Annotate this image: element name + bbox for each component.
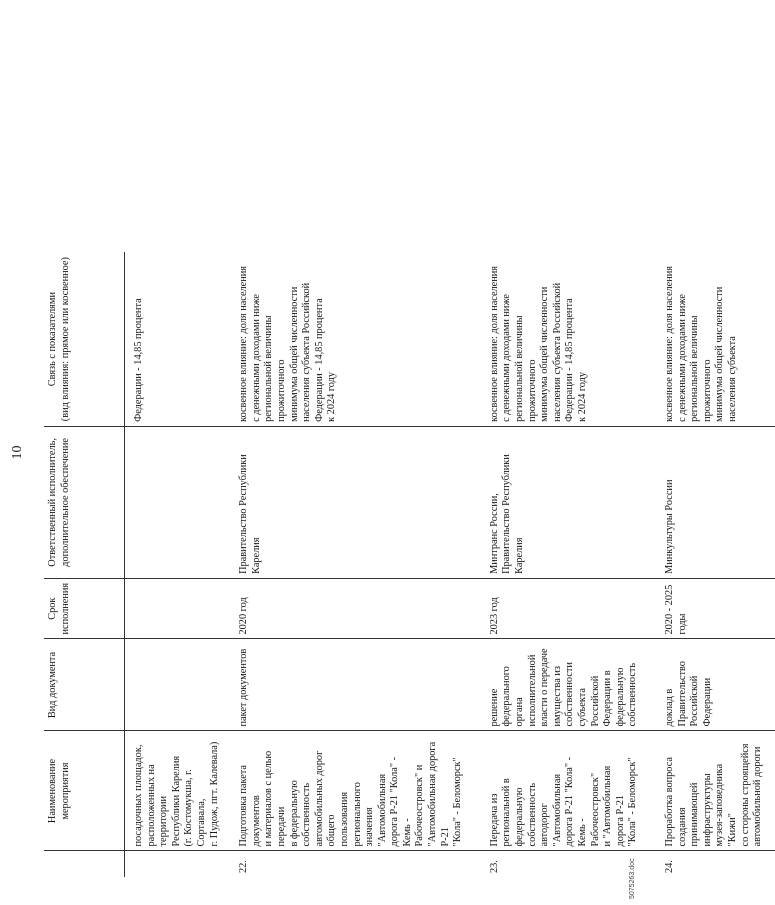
executor-cell: [125, 426, 225, 578]
header-indicator-relation: Связь с показателями (вид влияния: прямое или косвенное): [44, 252, 125, 426]
executor-cell: Правительство Республики Карелия: [224, 426, 475, 578]
measures-table: [44, 252, 775, 877]
row-number: 24.: [663, 860, 675, 873]
measure-name-cell: Подготовка пакета документов и материалов с целью передачи в федеральную собственность автомобильных дорог общего пользования регионального значения "Автомобильная дорога Р-21 "Кола" - Кемь - Рабочеостровск" и "Автомобильная дорога Р-21 "Кола" - Беломорск": [224, 731, 475, 851]
row-number: 22.: [238, 860, 250, 873]
measure-name-cell: посадочных площадок, расположенных на территории Республики Карелия (г. Костомукша, г. Сортавала, г. Пудож, пгт. Калевала): [125, 731, 225, 851]
deadline-cell: 2023 год: [475, 578, 650, 639]
row-number: 23.: [488, 860, 500, 873]
header-number: [44, 851, 125, 877]
table-header-row: [44, 252, 125, 877]
indicator-relation-cell: косвенное влияние: доля населения с денежными доходами ниже региональной величины прожиточного минимума общей численности населения субъекта Российской Федерации - 14,85 процента к 2024 году: [475, 252, 650, 426]
table-row: [475, 252, 650, 877]
measure-name-cell: Проработка вопроса создания принимающей инфраструктуры музея-заповедника "Кижи" со стороны строящейся автомобильной дороги: [650, 731, 775, 851]
indicator-relation-cell: Федерации - 14,85 процента: [125, 252, 225, 426]
executor-cell: Минкультуры России: [650, 426, 775, 578]
indicator-relation-cell: косвенное влияние: доля населения с денежными доходами ниже региональной величины прожиточного минимума общей численности населения субъекта Российской Федерации - 14,85 процента к 2024 году: [224, 252, 475, 426]
deadline-cell: [125, 578, 225, 639]
table-row: [125, 252, 225, 877]
row-number: [125, 851, 225, 877]
document-type-cell: [125, 639, 225, 731]
header-executor: Ответственный исполнитель, дополнительное обеспечение: [44, 426, 125, 578]
table-row: [224, 252, 475, 877]
table-row: [650, 252, 775, 877]
executor-cell: Минтранс России, Правительство Республики Карелия: [475, 426, 650, 578]
indicator-relation-cell: косвенное влияние: доля населения с денежными доходами ниже региональной величины прожиточного минимума общей численности населения субъекта: [650, 252, 775, 426]
deadline-cell: 2020 - 2025 годы: [650, 578, 775, 639]
measure-name-cell: Передача из региональной в федеральную собственность автодорог "Автомобильная дорога Р-21 "Кола" - Кемь - Рабочеостровск" и "Автомобильная дорога Р-21 "Кола" - Беломорск": [475, 731, 650, 851]
document-type-cell: доклад в Правительство Российской Федерации: [650, 639, 775, 731]
document-type-cell: решение федерального органа исполнительной власти о передаче имущества из собственности субъекта Российской Федерации в федеральную собственность: [475, 639, 650, 731]
document-type-cell: пакет документов: [224, 639, 475, 731]
header-measure-name: Наименование мероприятия: [44, 731, 125, 851]
header-document-type: Вид документа: [44, 639, 125, 731]
deadline-cell: 2020 год: [224, 578, 475, 639]
header-deadline: Срок исполнения: [44, 578, 125, 639]
page-number: 10: [10, 445, 25, 460]
file-reference: 5075263.doc: [629, 858, 636, 899]
